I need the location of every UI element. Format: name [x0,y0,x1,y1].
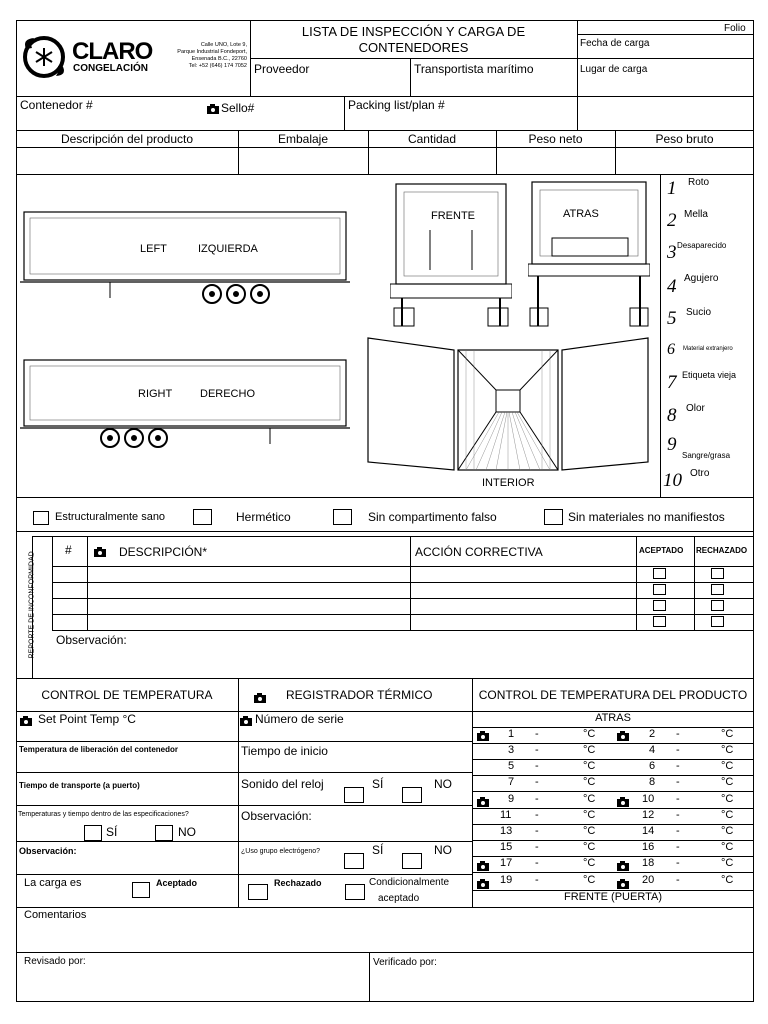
dash: - [676,760,680,772]
unit: °C [721,809,734,821]
camera-icon [617,879,629,889]
generador-no-label: NO [434,843,452,857]
dash: - [676,793,680,805]
col-embalaje: Embalaje [277,132,329,146]
col-desc: DESCRIPCIÓN* [119,545,208,559]
temp-point: 13 [500,825,513,837]
serie-label: Número de serie [255,712,344,726]
camera-icon [477,797,489,807]
inicio-label: Tiempo de inicio [241,744,328,758]
transportista-label: Transportista marítimo [414,62,534,76]
accepted-checkbox[interactable] [653,584,666,595]
form-title-line1: LISTA DE INSPECCIÓN Y CARGA DE [301,24,526,39]
izquierda-label: IZQUIERDA [198,243,258,255]
sonido-label: Sonido del reloj [241,777,324,791]
spec-no-label: NO [178,825,196,839]
unit: °C [583,793,596,805]
contenedor-label: Contenedor # [20,98,93,112]
check-hermetic[interactable] [193,509,212,525]
temp-point: 2 [649,728,656,740]
damage-code-number: 3 [667,242,677,263]
dash: - [676,874,680,886]
col-num: # [65,543,72,557]
nonconformity-side-label: REPORTE DE INCONFORMIDAD [28,551,36,659]
col-cantidad: Cantidad [407,132,457,146]
camera-icon [254,693,266,703]
temp-point: 9 [508,793,515,805]
accepted-checkbox[interactable] [653,616,666,627]
transporte-label: Tiempo de transporte (a puerto) [19,781,140,790]
unit: °C [721,744,734,756]
brand-subtitle: CONGELACIÓN [73,63,148,74]
dash: - [535,841,539,853]
unit: °C [583,760,596,772]
accepted-checkbox[interactable] [653,600,666,611]
generador-label: ¿Uso grupo electrógeno? [241,848,320,855]
damage-code-number: 4 [667,276,677,297]
temp-point: 10 [642,793,655,805]
interior-label: INTERIOR [482,477,535,489]
col-descripcion: Descripción del producto [60,132,194,146]
spec-yes-checkbox[interactable] [84,825,102,841]
temp-point: 11 [500,809,512,821]
product-temp-frente: FRENTE (PUERTA) [564,891,662,903]
container-front-drawing [390,180,512,328]
check-no-false-compartment[interactable] [333,509,352,525]
derecho-label: DERECHO [200,388,256,400]
damage-code-label: Desaparecido [677,241,727,250]
dash: - [535,776,539,788]
damage-code-number: 9 [667,434,677,455]
sonido-no-label: NO [434,777,452,791]
camera-icon [477,861,489,871]
col-peso-neto: Peso neto [528,132,583,146]
folio-label: Folio [724,23,746,34]
aceptado-label: Aceptado [156,878,198,888]
camera-icon [617,731,629,741]
camera-icon [477,879,489,889]
col-rejected: RECHAZADO [696,546,748,555]
product-temp-atras: ATRAS [595,712,631,724]
generador-yes-label: SÍ [372,843,384,857]
dash: - [535,760,539,772]
check-no-false-compartment-label: Sin compartimento falso [368,510,497,524]
unit: °C [721,841,734,853]
unit: °C [583,776,596,788]
dash: - [676,809,680,821]
accepted-checkbox[interactable] [653,568,666,579]
damage-code-label: Agujero [684,273,719,284]
unit: °C [721,857,734,869]
damage-code-label: Roto [688,177,710,188]
damage-code-label: Sangre/grasa [682,451,731,460]
condicional-label-line2: aceptado [378,893,420,904]
temp-point: 8 [649,776,656,788]
damage-code-number: 8 [667,405,677,426]
damage-code-label: Mella [684,209,708,220]
aceptado-checkbox[interactable] [132,882,150,898]
revisado-label: Revisado por: [24,956,86,967]
packing-label: Packing list/plan # [348,98,445,112]
condicional-checkbox[interactable] [345,884,365,900]
damage-code-number: 1 [667,178,677,199]
dash: - [676,776,680,788]
temp-point: 4 [649,744,656,756]
check-no-unmanifested[interactable] [544,509,563,525]
damage-code-number: 10 [663,470,682,491]
rejected-checkbox[interactable] [711,600,724,611]
set-point-label: Set Point Temp °C [38,712,136,726]
dash: - [535,728,539,740]
col-action: ACCIÓN CORRECTIVA [415,545,543,559]
generador-yes-checkbox[interactable] [344,853,364,869]
damage-code-label: Sucio [686,307,712,318]
temp-point: 15 [500,841,513,853]
temp-point: 17 [500,857,513,869]
dash: - [535,825,539,837]
right-label: RIGHT [138,388,173,400]
damage-code-label: Material extranjero [683,346,733,352]
spec-no-checkbox[interactable] [155,825,173,841]
temp-point: 19 [500,874,513,886]
camera-icon [477,731,489,741]
camera-icon [617,861,629,871]
container-interior-drawing [366,336,650,476]
atras-label: ATRAS [563,208,599,220]
product-temp-title: CONTROL DE TEMPERATURA DEL PRODUCTO [478,688,748,702]
check-no-unmanifested-label: Sin materiales no manifiestos [568,510,725,524]
unit: °C [583,841,596,853]
rejected-checkbox[interactable] [711,616,724,627]
recorder-observation: Observación: [241,809,312,823]
rejected-checkbox[interactable] [711,584,724,595]
spec-yes-label: SÍ [106,825,118,839]
check-structural[interactable] [33,511,49,525]
fecha-carga-label: Fecha de carga [580,38,650,49]
carga-es-label: La carga es [24,877,82,889]
condicional-label-line1: Condicionalmente [369,877,450,888]
claro-logo [20,34,70,80]
dash: - [676,841,680,853]
dash: - [535,793,539,805]
damage-code-number: 2 [667,210,677,231]
left-label: LEFT [140,243,167,255]
especificacion-label: Temperaturas y tiempo dentro de las especificaciones? [18,811,189,818]
unit: °C [583,728,596,740]
check-structural-label: Estructuralmente sano [55,511,166,523]
camera-icon [617,797,629,807]
temp-observation: Observación: [19,846,77,856]
damage-code-label: Etiqueta vieja [682,370,737,380]
check-hermetic-label: Hermético [236,510,291,524]
dash: - [535,809,539,821]
trailer-left-drawing [20,210,350,305]
dash: - [535,744,539,756]
sello-label: Sello# [221,101,255,115]
lugar-carga-label: Lugar de carga [580,64,648,75]
temp-point: 12 [642,809,655,821]
damage-code-number: 6 [667,341,675,358]
unit: °C [583,857,596,869]
unit: °C [721,728,734,740]
temp-point: 6 [649,760,656,772]
dash: - [676,744,680,756]
recorder-title: REGISTRADOR TÉRMICO [286,688,433,702]
camera-icon [240,716,252,726]
trailer-right-drawing [20,358,350,453]
temp-point: 7 [508,776,515,788]
rechazado-checkbox[interactable] [248,884,268,900]
damage-code-label: Olor [686,403,705,414]
rejected-checkbox[interactable] [711,568,724,579]
frente-label: FRENTE [431,210,475,222]
unit: °C [583,825,596,837]
damage-code-number: 7 [667,372,677,393]
unit: °C [583,874,596,886]
sonido-yes-checkbox[interactable] [344,787,364,803]
dash: - [676,825,680,837]
nonconformity-observation: Observación: [56,633,127,647]
generador-no-checkbox[interactable] [402,853,422,869]
liberacion-label: Temperatura de liberación del contenedor [19,745,178,754]
sonido-yes-label: SÍ [372,777,384,791]
col-accepted: ACEPTADO [639,546,684,555]
unit: °C [721,760,734,772]
proveedor-label: Proveedor [254,62,310,76]
temp-point: 1 [508,728,515,740]
sonido-no-checkbox[interactable] [402,787,422,803]
comentarios-label: Comentarios [24,909,87,921]
temp-point: 5 [508,760,515,772]
unit: °C [721,874,734,886]
camera-icon [207,104,219,114]
camera-icon [94,547,106,557]
temp-point: 16 [642,841,655,853]
dash: - [535,874,539,886]
unit: °C [721,776,734,788]
dash: - [535,857,539,869]
verificado-label: Verificado por: [373,957,437,968]
unit: °C [721,793,734,805]
temp-point: 20 [642,874,655,886]
dash: - [676,728,680,740]
damage-code-number: 5 [667,308,677,329]
unit: °C [583,809,596,821]
camera-icon [20,716,32,726]
container-rear-drawing [528,180,650,328]
form-title-line2: CONTENEDORES [358,40,469,55]
rechazado-label: Rechazado [274,878,322,888]
company-address: Calle UNO, Lote 9, Parque Industrial Fondeport, Ensenada B.C., 22760 Tel: +52 (646) 174 7052 [177,42,247,69]
dash: - [676,857,680,869]
unit: °C [583,744,596,756]
col-peso-bruto: Peso bruto [655,132,714,146]
temp-point: 18 [642,857,655,869]
unit: °C [721,825,734,837]
temp-control-title: CONTROL DE TEMPERATURA [41,688,213,702]
damage-code-label: Otro [690,468,710,479]
temp-point: 14 [642,825,655,837]
brand-name: CLARO [72,38,153,65]
temp-point: 3 [508,744,515,756]
